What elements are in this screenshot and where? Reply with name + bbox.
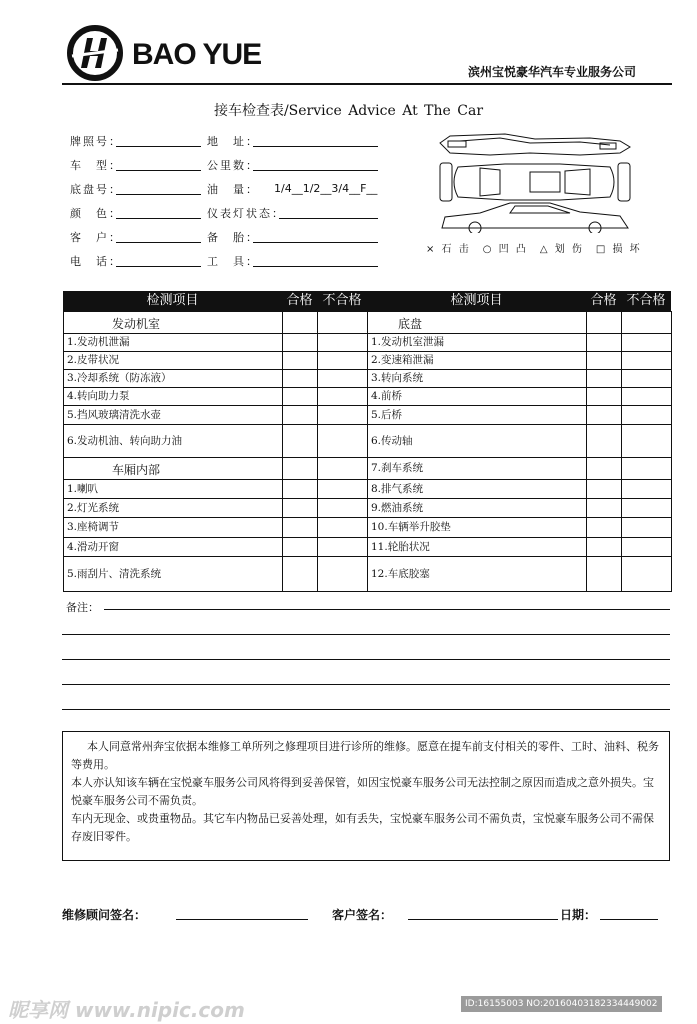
pass-check-cell[interactable] <box>587 351 621 369</box>
customer-signature-line[interactable] <box>408 919 558 920</box>
info-field-label: 车 型： <box>70 159 122 172</box>
watermark-id: ID:16155003 NO:20160403182334449002 <box>461 996 662 1012</box>
pass-check-cell[interactable] <box>587 517 621 537</box>
info-field-line[interactable] <box>116 242 201 243</box>
table-row-item: 2.灯光系统 <box>67 502 120 514</box>
info-field-label: 公里数： <box>207 159 259 172</box>
table-row-item: 1.发动机泄漏 <box>67 336 130 348</box>
info-field-left-6[interactable] <box>70 253 202 267</box>
info-field-label: 备 胎： <box>207 231 259 244</box>
damage-legend: × 石 击 ○ 凹 凸 △ 划 伤 □ 损 坏 <box>426 244 642 255</box>
pass-check-cell[interactable] <box>587 537 621 556</box>
table-row-item: 11.轮胎状况 <box>371 541 430 553</box>
customer-signature-label: 客户签名： <box>332 908 393 922</box>
pass-check-cell[interactable] <box>283 498 317 517</box>
table-row-item: 2.变速箱泄漏 <box>371 354 434 366</box>
table-column-line <box>671 311 672 591</box>
table-header-fail-right: 不合格 <box>621 291 671 311</box>
pass-check-cell[interactable] <box>587 479 621 498</box>
fail-check-cell[interactable] <box>622 556 671 591</box>
pass-check-cell[interactable] <box>587 424 621 457</box>
remarks-line[interactable] <box>62 709 670 710</box>
fail-check-cell[interactable] <box>622 517 671 537</box>
pass-check-cell[interactable] <box>587 556 621 591</box>
fail-check-cell[interactable] <box>318 387 367 405</box>
info-field-label: 客 户： <box>70 231 122 244</box>
fail-check-cell[interactable] <box>622 405 671 424</box>
table-header-fail-left: 不合格 <box>317 291 367 311</box>
brand-name: BAO YUE <box>132 38 262 71</box>
info-field-label: 工 具： <box>207 255 259 268</box>
car-damage-diagram[interactable] <box>430 133 640 233</box>
advisor-signature-label: 维修顾问签名： <box>62 908 147 922</box>
info-field-left-5[interactable] <box>70 229 202 243</box>
info-field-right-4[interactable] <box>207 205 382 219</box>
table-column-line <box>63 311 64 591</box>
table-header-item-right: 检测项目 <box>367 291 586 311</box>
info-field-left-4[interactable] <box>70 205 202 219</box>
table-row-item: 4.转向助力泵 <box>67 390 130 402</box>
document-title: 接车检查表/Service Advice At The Car <box>213 103 484 119</box>
fail-check-cell[interactable] <box>318 556 367 591</box>
table-row-item: 7.刹车系统 <box>371 462 424 474</box>
info-field-right-1[interactable] <box>207 133 382 147</box>
info-field-line[interactable] <box>116 266 201 267</box>
table-row-item: 1.喇叭 <box>67 483 99 495</box>
fail-check-cell[interactable] <box>622 333 671 351</box>
table-header-pass-left: 合格 <box>282 291 317 311</box>
table-row-item: 3.座椅调节 <box>67 521 120 533</box>
fail-check-cell[interactable] <box>318 479 367 498</box>
pass-check-cell[interactable] <box>587 387 621 405</box>
fail-check-cell[interactable] <box>318 537 367 556</box>
table-column-line <box>367 311 368 591</box>
advisor-signature-line[interactable] <box>176 919 308 920</box>
fail-check-cell[interactable] <box>622 479 671 498</box>
fail-check-cell[interactable] <box>318 424 367 457</box>
notice-paragraph: 本人同意常州奔宝依据本维修工单所列之修理项目进行诊所的维修。愿意在提车前支付相关的零件、工时、油料、税务等费用。 <box>71 740 659 771</box>
notice-paragraph: 车内无现金、或贵重物品。其它车内物品已妥善处理，如有丢失，宝悦豪车服务公司不需负责，宝悦豪车服务公司不需保存废旧零件。 <box>71 812 654 843</box>
pass-check-cell[interactable] <box>587 369 621 387</box>
table-section-chassis: 底盘 <box>398 317 423 331</box>
table-row-item: 8.排气系统 <box>371 483 424 495</box>
table-row-item: 1.发动机室泄漏 <box>371 336 445 348</box>
fail-check-cell[interactable] <box>622 387 671 405</box>
info-field-line[interactable] <box>253 146 378 147</box>
table-row-line <box>63 591 672 592</box>
info-field-right-2[interactable] <box>207 157 382 171</box>
fail-check-cell[interactable] <box>318 333 367 351</box>
info-field-label: 仪表灯状态： <box>207 207 285 220</box>
pass-check-cell[interactable] <box>283 369 317 387</box>
table-row-item: 4.滑动开窗 <box>67 541 120 553</box>
notice-paragraph: 本人亦认知该车辆在宝悦豪车服务公司风将得到妥善保管，如因宝悦豪车服务公司无法控制之原因而造成之意外损失。宝悦豪车服务公司不需负责。 <box>71 776 654 807</box>
table-header-pass-right: 合格 <box>586 291 621 311</box>
fail-check-cell[interactable] <box>622 424 671 457</box>
table-row-item: 3.转向系统 <box>371 372 424 384</box>
table-row-item: 3.冷却系统（防冻液） <box>67 372 172 384</box>
pass-check-cell[interactable] <box>283 333 317 351</box>
company-name: 滨州宝悦豪华汽车专业服务公司 <box>468 65 637 79</box>
table-row-item: 12.车底胶塞 <box>371 568 430 580</box>
info-field-label: 底盘号： <box>70 183 122 196</box>
date-label: 日期： <box>560 908 597 922</box>
info-field-right-6[interactable] <box>207 253 382 267</box>
table-row-item: 5.雨刮片、清洗系统 <box>67 568 162 580</box>
remarks-line[interactable] <box>62 659 670 660</box>
fail-check-cell[interactable] <box>318 517 367 537</box>
info-field-left-2[interactable] <box>70 157 202 171</box>
info-field-label: 颜 色： <box>70 207 122 220</box>
remarks-label: 备注： <box>66 601 99 614</box>
info-field-line[interactable] <box>253 170 378 171</box>
fail-check-cell[interactable] <box>318 498 367 517</box>
brand-logo-icon <box>66 24 124 82</box>
table-row-item: 4.前桥 <box>371 390 403 402</box>
fail-check-cell[interactable] <box>318 405 367 424</box>
fail-check-cell[interactable] <box>622 369 671 387</box>
pass-check-cell[interactable] <box>283 424 317 457</box>
pass-check-cell[interactable] <box>587 498 621 517</box>
info-field-left-3[interactable] <box>70 181 202 195</box>
remarks-line[interactable] <box>62 634 670 635</box>
table-row-line <box>63 311 672 312</box>
pass-check-cell[interactable] <box>587 457 621 479</box>
watermark-site: 昵享网 www.nipic.com <box>8 998 245 1022</box>
pass-check-cell[interactable] <box>283 479 317 498</box>
table-row-item: 9.燃油系统 <box>371 502 424 514</box>
fuel-level-options[interactable]: 1/4__1/2__3/4__F__ <box>274 182 378 195</box>
info-field-line[interactable] <box>279 218 378 219</box>
info-field-label: 油 量： <box>207 183 259 196</box>
pass-check-cell[interactable] <box>283 517 317 537</box>
table-row-item: 6.发动机油、转向助力油 <box>67 435 183 447</box>
table-row-item: 5.挡风玻璃清洗水壶 <box>67 409 162 421</box>
fail-check-cell[interactable] <box>318 369 367 387</box>
info-field-line[interactable] <box>253 242 378 243</box>
pass-check-cell[interactable] <box>587 405 621 424</box>
fail-check-cell[interactable] <box>622 498 671 517</box>
table-row-line <box>63 457 368 458</box>
pass-check-cell[interactable] <box>283 556 317 591</box>
info-field-line[interactable] <box>116 170 201 171</box>
fail-check-cell[interactable] <box>622 537 671 556</box>
fail-check-cell[interactable] <box>622 457 671 479</box>
pass-check-cell[interactable] <box>283 405 317 424</box>
info-field-right-5[interactable] <box>207 229 382 243</box>
fail-check-cell[interactable] <box>318 351 367 369</box>
table-row-item: 10.车辆举升胶垫 <box>371 521 451 533</box>
remarks-line[interactable] <box>104 609 670 610</box>
table-row-item: 5.后桥 <box>371 409 403 421</box>
info-field-line[interactable] <box>116 146 201 147</box>
info-field-label: 地 址： <box>207 135 259 148</box>
table-section-interior: 车厢内部 <box>112 463 161 477</box>
table-section-engine: 发动机室 <box>112 317 161 331</box>
date-line[interactable] <box>600 919 658 920</box>
info-field-line[interactable] <box>116 218 201 219</box>
pass-check-cell[interactable] <box>587 333 621 351</box>
table-row-item: 2.皮带状况 <box>67 354 120 366</box>
pass-check-cell[interactable] <box>283 537 317 556</box>
header-divider <box>62 83 672 85</box>
info-field-left-1[interactable] <box>70 133 202 147</box>
info-field-label: 电 话： <box>70 255 122 268</box>
info-field-line[interactable] <box>116 194 201 195</box>
fail-check-cell[interactable] <box>622 351 671 369</box>
info-field-label: 牌照号： <box>70 135 122 148</box>
table-header-item-left: 检测项目 <box>63 291 282 311</box>
remarks-line[interactable] <box>62 684 670 685</box>
pass-check-cell[interactable] <box>283 387 317 405</box>
terms-notice <box>62 731 670 861</box>
table-row-item: 6.传动轴 <box>371 435 413 447</box>
pass-check-cell[interactable] <box>283 351 317 369</box>
info-field-line[interactable] <box>253 266 378 267</box>
